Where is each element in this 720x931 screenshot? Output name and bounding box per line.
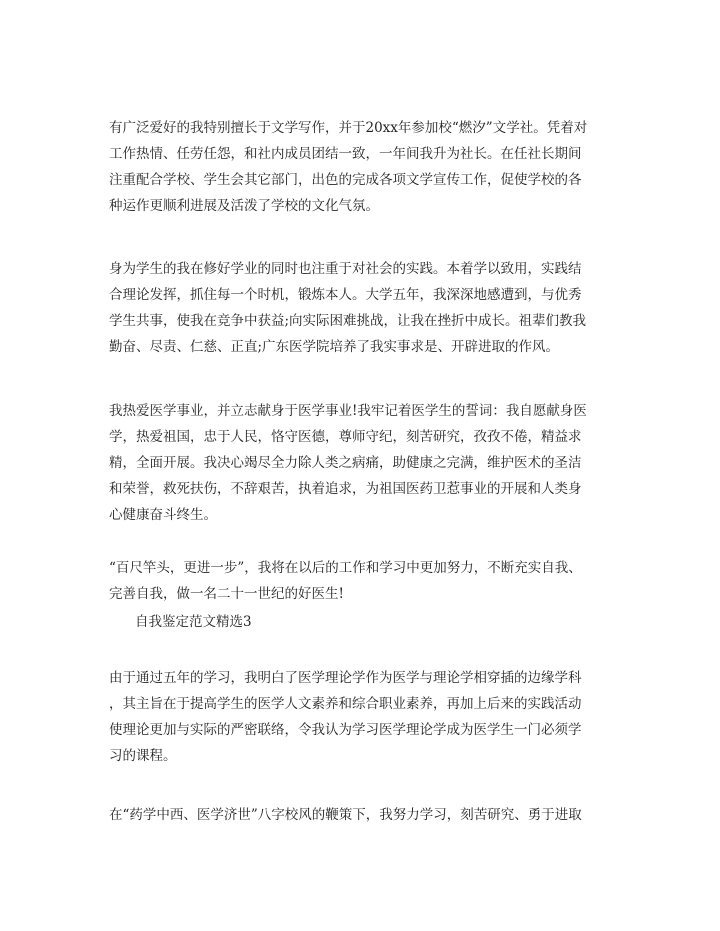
- text-line: “百尺竿头，更进一步”，我将在以后的工作和学习中更加努力，不断充实自我、: [109, 560, 582, 576]
- text-line: 种运作更顺利进展及活泼了学校的文化气氛。: [109, 198, 379, 214]
- paragraph-medical-theory: [109, 665, 629, 769]
- text-line: 有广泛爱好的我特别擅长于文学写作，并于20xx年参加校“燃汐”文学社。凭着对: [109, 120, 588, 136]
- paragraph-social-practice: [109, 256, 629, 360]
- text-line: 学，热爱祖国，忠于人民，恪守医德，尊师守纪，刻苦研究，孜孜不倦，精益求: [109, 429, 582, 445]
- text-line: 习的课程。: [109, 748, 177, 764]
- text-line: 身为学生的我在修好学业的同时也注重于对社会的实践。本着学以致用，实践结: [109, 261, 582, 277]
- text-line: 精，全面开展。我决心竭尽全力除人类之病痛，助健康之完满，维护医术的圣洁: [109, 455, 582, 471]
- section-heading: 自我鉴定范文精选3: [135, 614, 252, 630]
- text-line: 完善自我，做一名二十一世纪的好医生!: [109, 586, 344, 602]
- text-line: 合理论发挥，抓住每一个时机，锻炼本人。大学五年，我深深地感遭到，与优秀: [109, 287, 582, 303]
- text-line: 心健康奋斗终生。: [109, 507, 217, 523]
- paragraph-medical-oath: [109, 398, 629, 528]
- paragraph-school-motto: [109, 802, 629, 828]
- text-line: 在“药学中西、医学济世”八字校风的鞭策下，我努力学习，刻苦研究、勇于进取: [109, 807, 582, 823]
- text-line: ，其主旨在于提高学生的医学人文素养和综合职业素养，再加上后来的实践活动: [109, 696, 582, 712]
- paragraph-literature-club: [109, 115, 629, 219]
- text-line: 我热爱医学事业，并立志献身于医学事业!我牢记着医学生的誓词：我自愿献身医: [109, 403, 587, 419]
- text-line: 勤奋、尽责、仁慈、正直;广东医学院培养了我实事求是、开辟进取的作风。: [109, 339, 560, 355]
- text-line: 注重配合学校、学生会其它部门，出色的完成各项文学宣传工作，促使学校的各: [109, 172, 582, 188]
- paragraph-conclusion: [109, 555, 629, 607]
- text-line: 工作热情、任劳任怨，和社内成员团结一致，一年间我升为社长。在任社长期间: [109, 146, 582, 162]
- text-line: 学生共事，使我在竞争中获益;向实际困难挑战，让我在挫折中成长。祖辈们教我: [109, 313, 587, 329]
- text-line: 使理论更加与实际的严密联络，令我认为学习医学理论学成为医学生一门必须学: [109, 722, 582, 738]
- text-line: 由于通过五年的学习，我明白了医学理论学作为医学与理论学相穿插的边缘学科: [109, 670, 582, 686]
- text-line: 和荣誉，救死扶伤，不辞艰苦，执着追求，为祖国医药卫惹事业的开展和人类身: [109, 481, 582, 497]
